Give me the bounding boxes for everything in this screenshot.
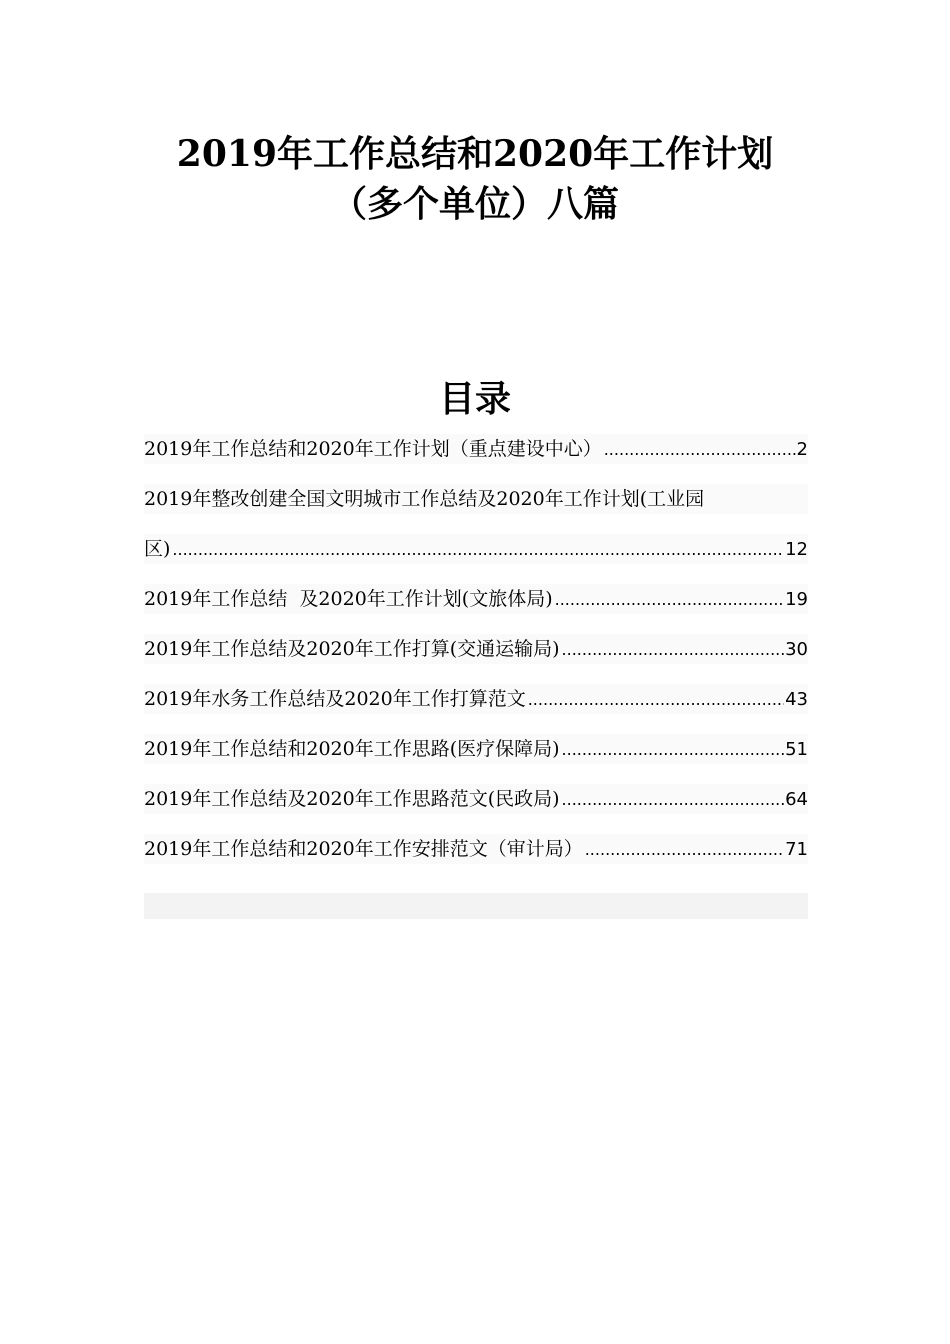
- toc-leader-dots: [585, 835, 784, 865]
- toc-entry-title: 2019年工作总结及2020年工作思路范文(民政局): [144, 788, 560, 810]
- toc-entry-title-continuation: 区): [144, 538, 171, 560]
- toc-leader-dots: [604, 435, 796, 465]
- document-title-line-2: （多个单位）八篇: [330, 183, 619, 225]
- toc-entry-continuation[interactable]: [144, 534, 808, 564]
- toc-entry-title: 2019年整改创建全国文明城市工作总结及2020年工作计划(工业园: [144, 488, 705, 510]
- toc-leader-dots: [562, 785, 785, 815]
- toc-entry-page: 43: [785, 689, 808, 710]
- toc-entry-page: 2: [796, 439, 808, 460]
- toc-entry-page: 51: [785, 739, 808, 760]
- toc-entry[interactable]: [144, 784, 808, 814]
- toc-heading: 目录: [438, 379, 511, 420]
- document-title-line-1: 2019年工作总结和2020年工作计划: [176, 133, 774, 175]
- toc-entry-page: 71: [785, 839, 808, 860]
- toc-entry[interactable]: [144, 734, 808, 764]
- toc-entry-page: 19: [785, 589, 808, 610]
- toc-entry-title: 2019年工作总结和2020年工作思路(医疗保障局): [144, 738, 560, 760]
- toc-entry-page: 64: [785, 789, 808, 810]
- toc-entry-title: 2019年工作总结和2020年工作计划（重点建设中心）: [144, 438, 602, 460]
- toc-leader-dots: [562, 635, 785, 665]
- shaded-empty-paragraph: [144, 893, 808, 919]
- toc-entry-title: 2019年工作总结及2020年工作打算(交通运输局): [144, 638, 560, 660]
- toc-entry-page: 30: [785, 639, 808, 660]
- toc-entry[interactable]: [144, 484, 808, 514]
- toc-leader-dots: [528, 685, 784, 715]
- toc-entry-title: 2019年工作总结 及2020年工作计划(文旅体局): [144, 588, 553, 610]
- toc-leader-dots: [562, 735, 785, 765]
- toc-entry[interactable]: [144, 584, 808, 614]
- toc-entry[interactable]: [144, 434, 808, 464]
- toc-entry[interactable]: [144, 634, 808, 664]
- toc-entry-title: 2019年水务工作总结及2020年工作打算范文: [144, 688, 526, 710]
- toc-entry[interactable]: [144, 834, 808, 864]
- toc-leader-dots: [172, 535, 784, 565]
- toc-entry[interactable]: [144, 684, 808, 714]
- toc-entry-page: 12: [785, 539, 808, 560]
- toc-leader-dots: [555, 585, 784, 615]
- toc-entry-title: 2019年工作总结和2020年工作安排范文（审计局）: [144, 838, 583, 860]
